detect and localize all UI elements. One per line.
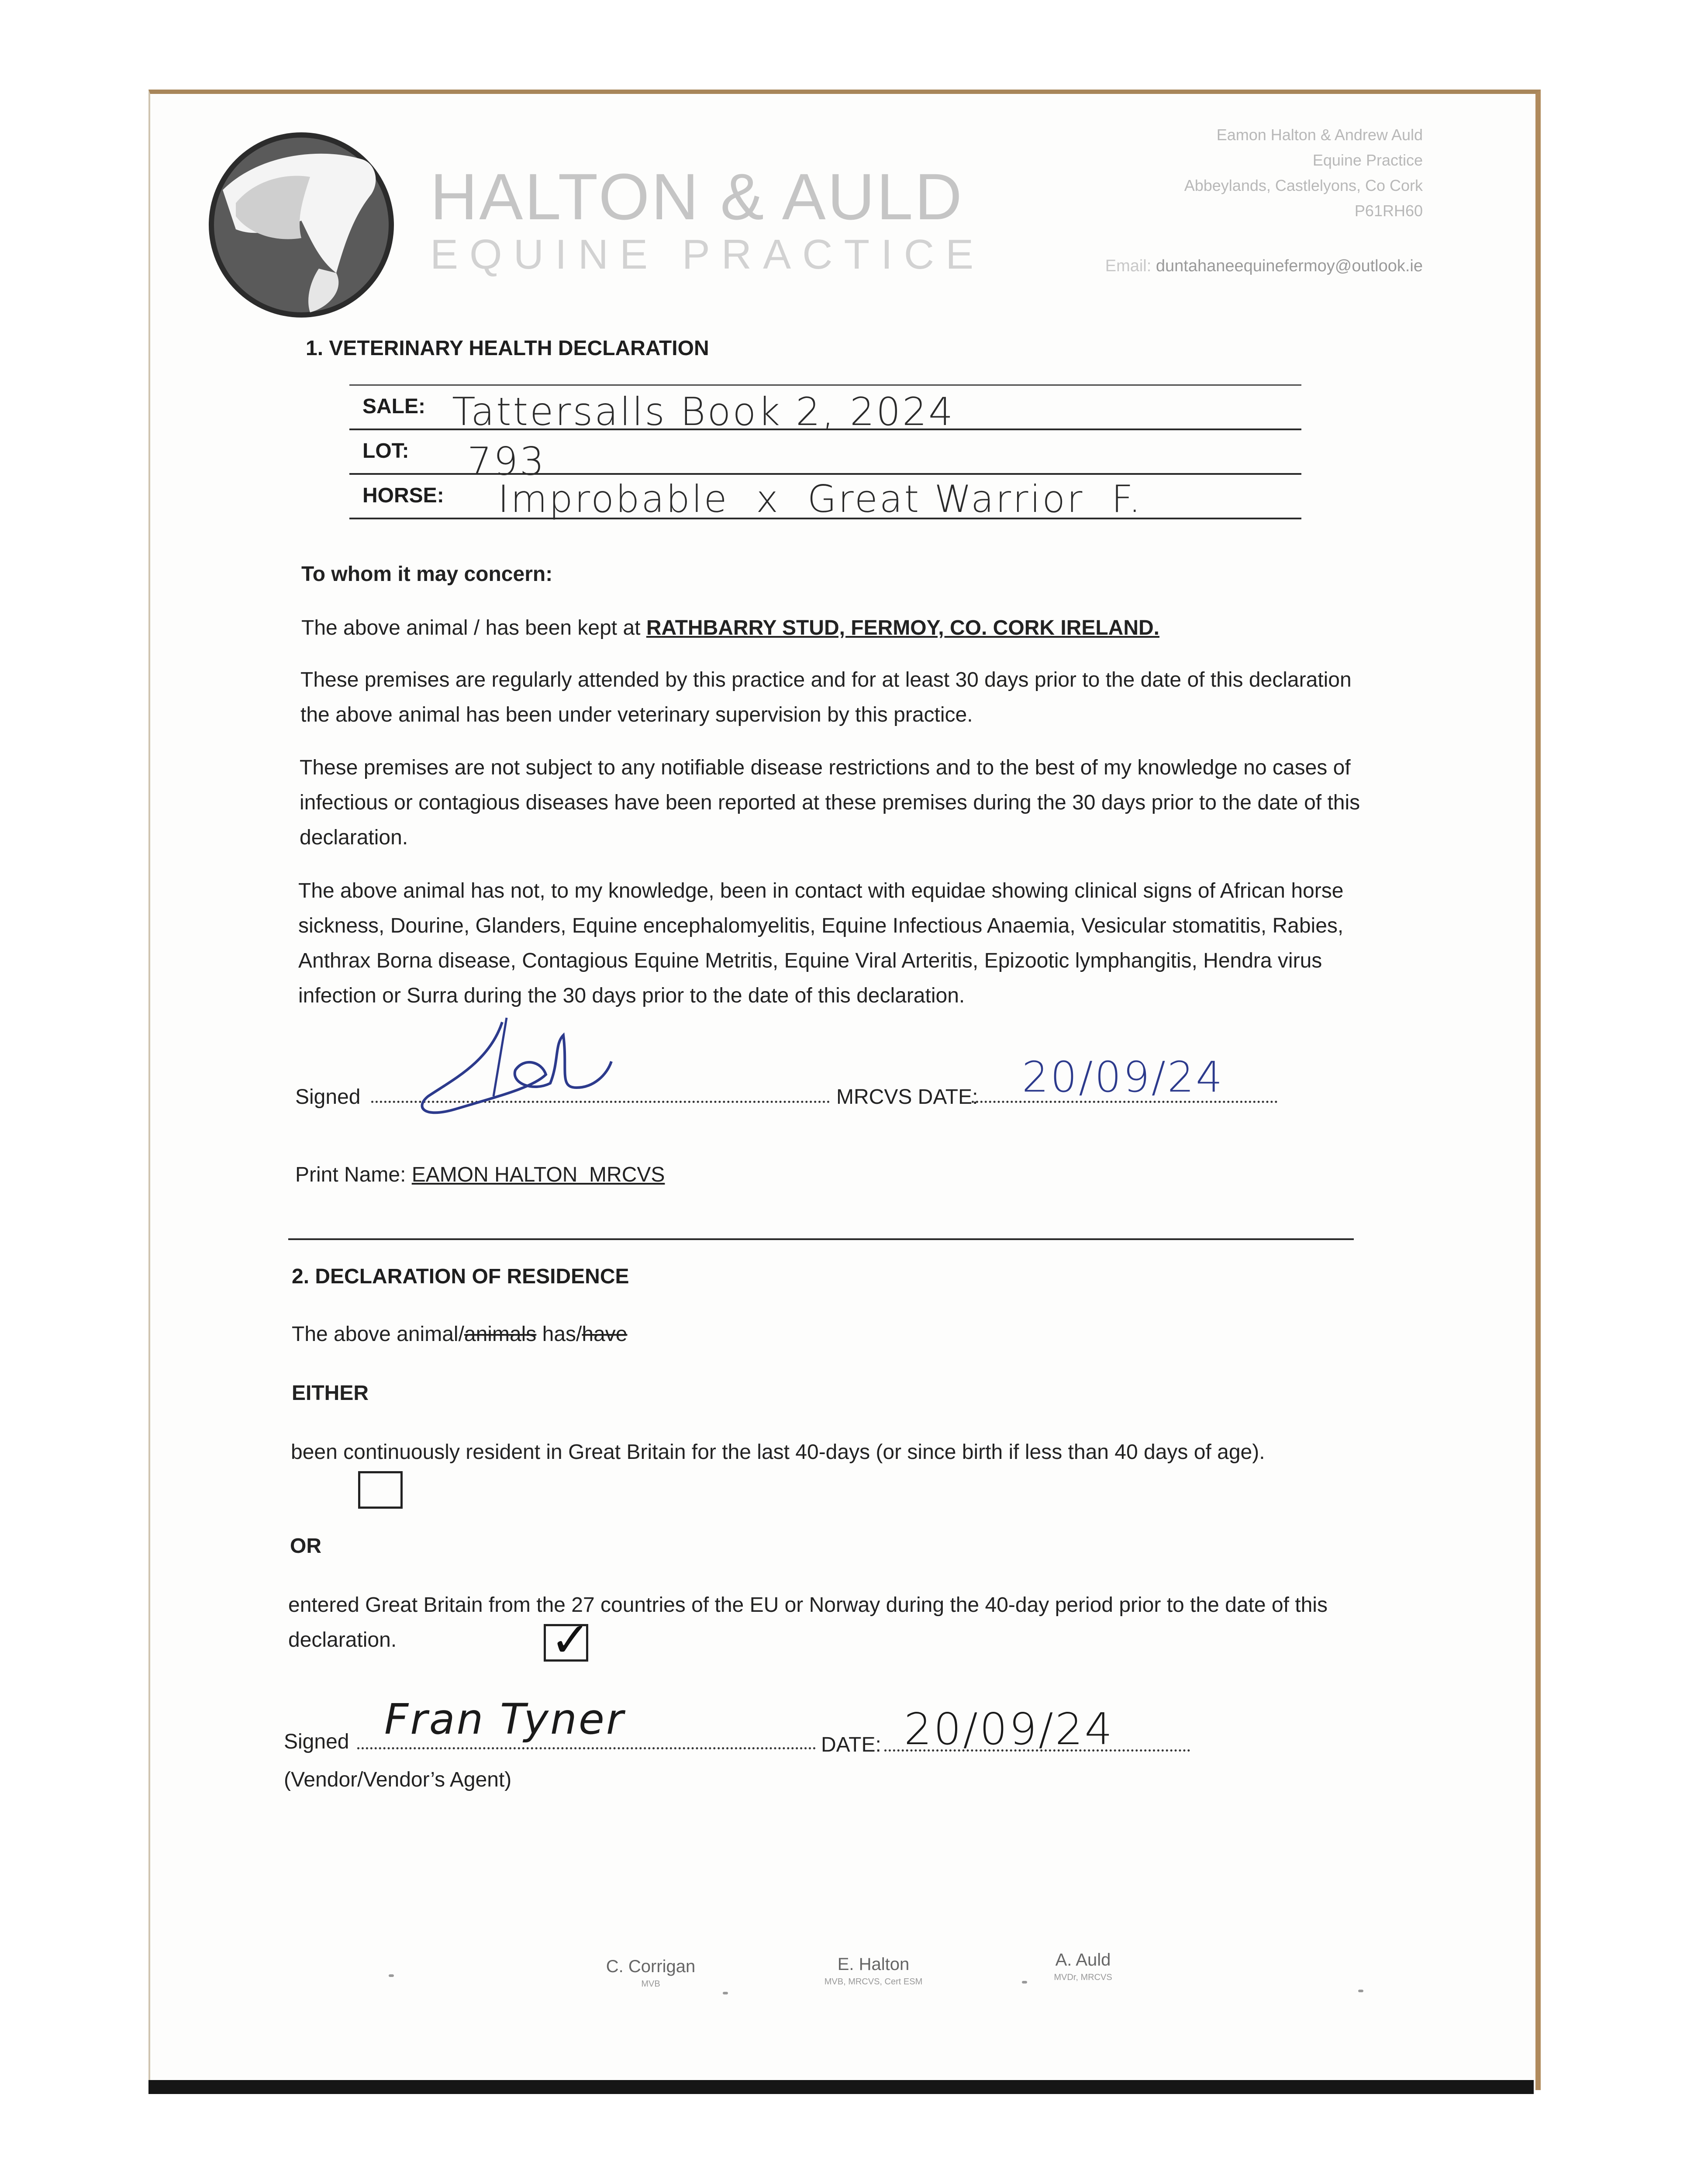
email-label: Email: bbox=[1105, 257, 1152, 275]
horse-head-logo bbox=[205, 129, 397, 321]
vet-name: E. Halton bbox=[837, 1955, 910, 1974]
animal-details-table bbox=[349, 384, 1301, 519]
residence-subject-line bbox=[292, 1317, 627, 1352]
scan-speck bbox=[1022, 1981, 1027, 1984]
residence-prefix: The above animal/ bbox=[292, 1323, 464, 1346]
vendor-date-label: DATE: bbox=[821, 1733, 881, 1756]
scan-bottom-edge bbox=[148, 2080, 1534, 2094]
vet-name: A. Auld bbox=[1055, 1950, 1111, 1970]
field-row-horse bbox=[349, 475, 1301, 519]
footer-vet-2 bbox=[790, 1955, 956, 1987]
kept-prefix: The above animal / has been kept at bbox=[301, 616, 646, 639]
field-label: LOT: bbox=[362, 439, 409, 463]
address-line: Abbeylands, Castlelyons, Co Cork bbox=[1184, 176, 1423, 194]
print-name bbox=[295, 1158, 665, 1192]
signed-label-1: Signed bbox=[295, 1085, 361, 1109]
vet-quals: MVDr, MRCVS bbox=[1054, 1973, 1112, 1982]
field-value-horse: Improbable x Great Warrior F. bbox=[498, 477, 1142, 521]
vet-signature bbox=[402, 1009, 629, 1123]
brand-name: HALTON & AULD bbox=[430, 160, 964, 233]
vet-date-value: 20/09/24 bbox=[1022, 1053, 1225, 1102]
vet-quals: MVB, MRCVS, Cert ESM bbox=[824, 1977, 923, 1987]
option-continuous-residence: been continuously resident in Great Britain for the last 40-days (or since birth if less than 40 days of age). bbox=[291, 1441, 1265, 1464]
brand-logotype bbox=[430, 160, 985, 278]
vet-quals: MVB bbox=[641, 1979, 660, 1989]
field-row-sale bbox=[349, 384, 1301, 434]
address-line: P61RH60 bbox=[1354, 202, 1423, 220]
field-value-sale: Tattersalls Book 2, 2024 bbox=[452, 389, 955, 434]
or-label: OR bbox=[290, 1534, 321, 1558]
struck-animals: animals bbox=[464, 1323, 537, 1346]
email-address: duntahaneequinefermoy@outlook.ie bbox=[1156, 257, 1423, 275]
print-name-label: Print Name: bbox=[295, 1163, 412, 1186]
either-label: EITHER bbox=[292, 1382, 369, 1405]
brand-subtitle: EQUINE PRACTICE bbox=[430, 231, 985, 278]
address-line: Equine Practice bbox=[1312, 151, 1423, 169]
signed-label-2: Signed bbox=[284, 1730, 349, 1753]
salutation: To whom it may concern: bbox=[301, 563, 553, 586]
paragraph-diseases: The above animal has not, to my knowledge, been in contact with equidae showing clinical signs of African horse sickness, Dourine, Glanders, Equine encephalomyelitis, Equine Infectious Anaemia, Vesicular stomatitis, Rabies, Anthrax Borna disease, Contagious Equine Metritis, Equine Viral Arteritis, Epizootic lymphangitis, Hendra virus infection or Surra during the 30 days prior to the date of this declaration. bbox=[298, 879, 1344, 1007]
residence-has: has/ bbox=[536, 1323, 582, 1346]
signature-line-2 bbox=[357, 1747, 816, 1749]
vendor-agent-note: (Vendor/Vendor’s Agent) bbox=[284, 1768, 512, 1791]
field-label: HORSE: bbox=[362, 484, 444, 507]
section2-title: 2. DECLARATION OF RESIDENCE bbox=[292, 1265, 629, 1288]
kept-location: RATHBARRY STUD, FERMOY, CO. CORK IRELAND. bbox=[646, 616, 1159, 639]
field-row-lot bbox=[349, 430, 1301, 484]
paragraph-restrictions: These premises are not subject to any notifiable disease restrictions and to the best of my knowledge no cases of infectious or contagious diseases have been reported at these premises during the 30 days prior to the date of this declaration. bbox=[300, 756, 1360, 849]
residence-checkbox[interactable] bbox=[358, 1471, 403, 1509]
print-name-value: EAMON HALTON MRCVS bbox=[411, 1163, 665, 1186]
scan-speck bbox=[389, 1974, 394, 1977]
section1-title: 1. VETERINARY HEALTH DECLARATION bbox=[306, 337, 709, 360]
vendor-date-value: 20/09/24 bbox=[904, 1704, 1114, 1755]
field-value-lot: 793 bbox=[467, 439, 546, 484]
footer-vet-1 bbox=[568, 1957, 734, 1989]
check-mark: ✓ bbox=[550, 1612, 593, 1668]
struck-have: have bbox=[582, 1323, 628, 1346]
address-line: Eamon Halton & Andrew Auld bbox=[1216, 126, 1423, 144]
scan-speck bbox=[723, 1992, 728, 1994]
mrcvs-date-label: MRCVS DATE: bbox=[836, 1085, 978, 1109]
paragraph-supervision: These premises are regularly attended by this practice and for at least 30 days prior to the date of this declaration the above animal has been under veterinary supervision by this practice. bbox=[300, 668, 1352, 726]
kept-at-statement bbox=[301, 611, 1393, 646]
footer-vet-3 bbox=[1004, 1950, 1162, 1983]
letterhead-address bbox=[1184, 122, 1423, 224]
scan-speck bbox=[1358, 1990, 1363, 1992]
vet-name: C. Corrigan bbox=[606, 1957, 696, 1976]
vendor-signature: Fran Tyner bbox=[384, 1695, 625, 1744]
option-entered-gb: entered Great Britain from the 27 countries of the EU or Norway during the 40-day period prior to the date of this declaration. bbox=[288, 1593, 1328, 1652]
letterhead-email bbox=[1105, 257, 1423, 276]
section-divider bbox=[288, 1238, 1354, 1240]
field-label: SALE: bbox=[362, 395, 425, 418]
